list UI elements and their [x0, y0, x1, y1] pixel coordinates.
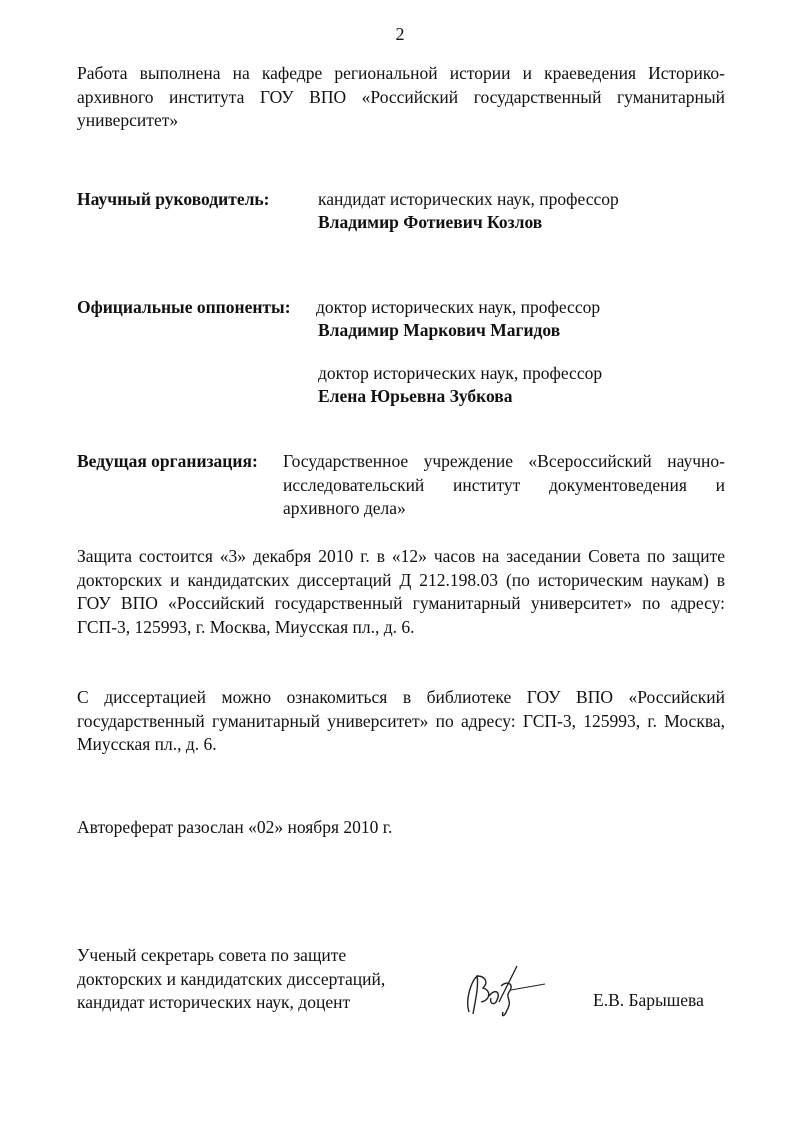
handwritten-signature	[455, 962, 555, 1022]
library-paragraph: С диссертацией можно ознакомиться в библиотеке ГОУ ВПО «Российский государственный гуманитарный университет» по адресу: ГСП-3, 125993, г. Москва, Миусская пл., д. 6.	[77, 687, 725, 754]
opponent-2-title: доктор исторических наук, профессор	[318, 363, 603, 383]
secretary-block	[77, 944, 385, 1015]
opponents-label: Официальные оппоненты:	[77, 297, 291, 317]
supervisor-label: Научный руководитель:	[77, 189, 270, 209]
secretary-line-3: кандидат исторических наук, доцент	[77, 992, 351, 1012]
page-number: 2	[395, 24, 405, 44]
secretary-line-2: докторских и кандидатских диссертаций,	[77, 968, 386, 989]
sent-date-line: Автореферат разослан «02» ноября 2010 г.	[77, 817, 393, 837]
defense-paragraph: Защита состоится «3» декабря 2010 г. в «12» часов на заседании Совета по защите докторских и кандидатских диссертаций Д 212.198.03 (по историческим наукам) в ГОУ ВПО «Российский государственный гуманитарный университет» по адресу: ГСП-3, 125993, г. Москва, Миусская пл., д. 6.	[77, 546, 725, 637]
intro-paragraph: Работа выполнена на кафедре региональной истории и краеведения Историко-архивного института ГОУ ВПО «Российский государственный гуманитарный университет»	[77, 63, 725, 130]
secretary-line-1: Ученый секретарь совета по защите	[77, 945, 347, 965]
opponent-2-name: Елена Юрьевна Зубкова	[318, 386, 513, 406]
supervisor-title: кандидат исторических наук, профессор	[318, 189, 619, 209]
leading-org-label: Ведущая организация:	[77, 451, 258, 471]
opponent-1-name: Владимир Маркович Магидов	[318, 320, 561, 340]
supervisor-name: Владимир Фотиевич Козлов	[318, 212, 543, 232]
leading-org-text: Государственное учреждение «Всероссийский научно-исследовательский институт документоведения и архивного дела»	[283, 451, 725, 518]
secretary-name: Е.В. Барышева	[593, 990, 704, 1010]
opponent-1-title: доктор исторических наук, профессор	[316, 297, 601, 317]
